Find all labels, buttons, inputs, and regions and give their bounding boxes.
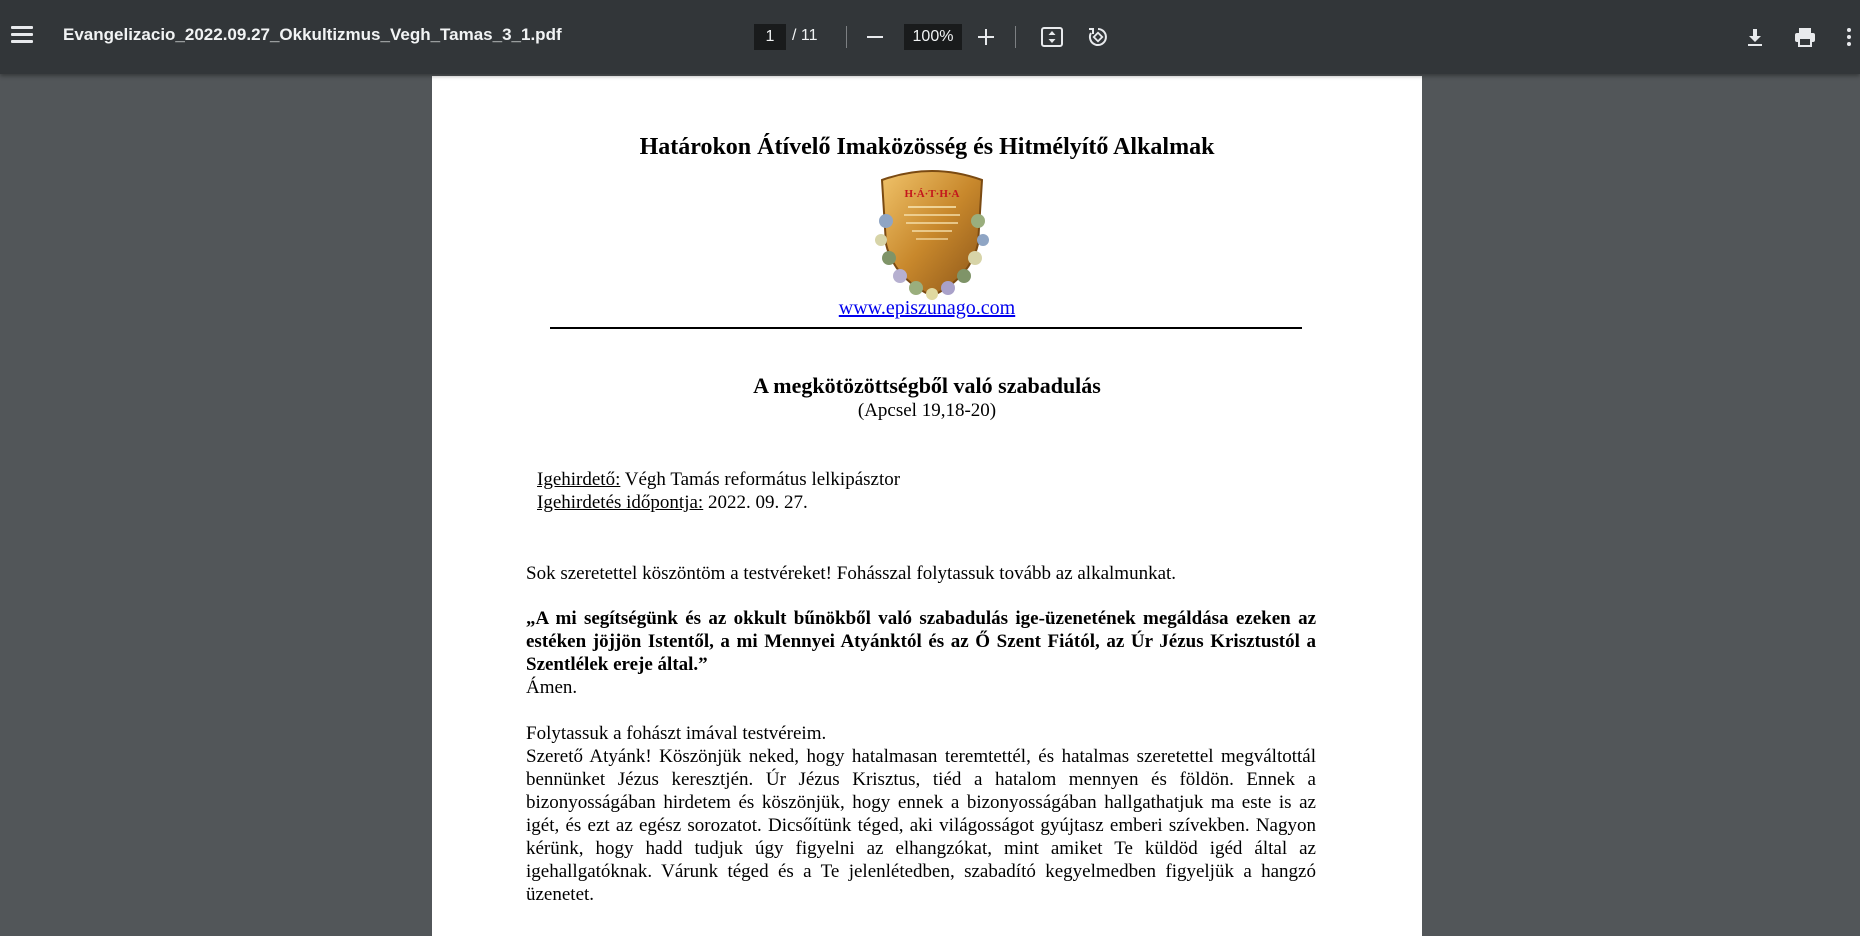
preacher-value: Végh Tamás református lelkipásztor: [620, 469, 901, 490]
download-button[interactable]: [1738, 20, 1772, 54]
download-icon: [1745, 27, 1765, 47]
page-total: / 11: [792, 27, 818, 44]
header-divider: [550, 327, 1302, 329]
print-button[interactable]: [1788, 20, 1822, 54]
zoom-in-icon: [977, 28, 995, 46]
header-title: Határokon Átívelő Imaközösség és Hitmélyítő Alkalmak: [639, 134, 1215, 160]
prayer-intro: Folytassuk a fohászt imával testvéreim.: [526, 723, 827, 744]
fit-page-icon: [1040, 26, 1064, 48]
rotate-button[interactable]: [1081, 20, 1115, 54]
print-icon: [1794, 27, 1816, 47]
scripture-reference: (Apcsel 19,18-20): [857, 400, 997, 421]
pdf-toolbar: [0, 0, 1860, 74]
toolbar-divider: [846, 26, 847, 48]
greeting-paragraph: Sok szeretettel köszöntöm a testvéreket! Fohásszal folytassuk tovább az alkalmunkat.: [526, 563, 1177, 584]
zoom-out-button[interactable]: [858, 20, 892, 54]
prayer-paragraph: Szerető Atyánk! Köszönjük neked, hogy hatalmasan teremtettél, és hatalmas szeretettel megváltottál bennünket Jézus keresztjén. Úr Jézus Krisztus, tiéd a hatalom mennyen és földön. Ennek a bizonyosságában hirdetem és köszönjük, hogy ennek a bizonyosságában hallgathatjuk ma este is az igét, és ezt az egész sorozatot. Dicsőítünk téged, aki világosságot gyújtasz emberi szívekben. Nagyon kérünk, hogy hadd tudjuk úgy figyelni az elhangzókat, mint amiket Te küldöd igéd által az igehallgatóknak. Várunk téged és a Te jelenlétedben, szabadító kegyelmedben figyeljük a hangzó üzenetet.: [526, 746, 1316, 905]
pdf-page: [432, 76, 1422, 936]
hatha-shield-logo: [872, 166, 992, 301]
zoom-out-icon: [866, 28, 884, 46]
blessing-paragraph: „A mi segítségünk és az okkult bűnökből való szabadulás ige-üzenetének megáldása ezeken az estéken jöjjön Istentől, a mi Mennyei Atyánktól és az Ő Szent Fiától, az Úr Jézus Krisztustól a Szentlélek ereje által.”: [526, 608, 1316, 675]
document-title: Evangelizacio_2022.09.27_Okkultizmus_Vegh_Tamas_3_1.pdf: [63, 25, 562, 44]
date-line: [537, 492, 808, 514]
menu-icon[interactable]: [6, 22, 38, 52]
website-link[interactable]: www.episzunago.com: [838, 297, 1016, 319]
fit-page-button[interactable]: [1035, 20, 1069, 54]
sermon-title: A megkötözöttségből való szabadulás: [753, 373, 1101, 398]
page-number-input[interactable]: [754, 24, 786, 50]
zoom-input[interactable]: [904, 24, 962, 50]
preacher-label: Igehirdető:: [537, 469, 621, 490]
date-label: Igehirdetés időpontja:: [537, 492, 704, 513]
more-icon: [1846, 27, 1852, 47]
preacher-line: [537, 469, 900, 491]
date-value: 2022. 09. 27.: [703, 492, 808, 513]
more-options-button[interactable]: [1838, 20, 1860, 54]
amen-text: Ámen.: [526, 677, 578, 698]
toolbar-divider: [1015, 26, 1016, 48]
zoom-in-button[interactable]: [969, 20, 1003, 54]
svg-text:H·Á·T·H·A: H·Á·T·H·A: [904, 188, 960, 200]
rotate-icon: [1086, 25, 1110, 49]
